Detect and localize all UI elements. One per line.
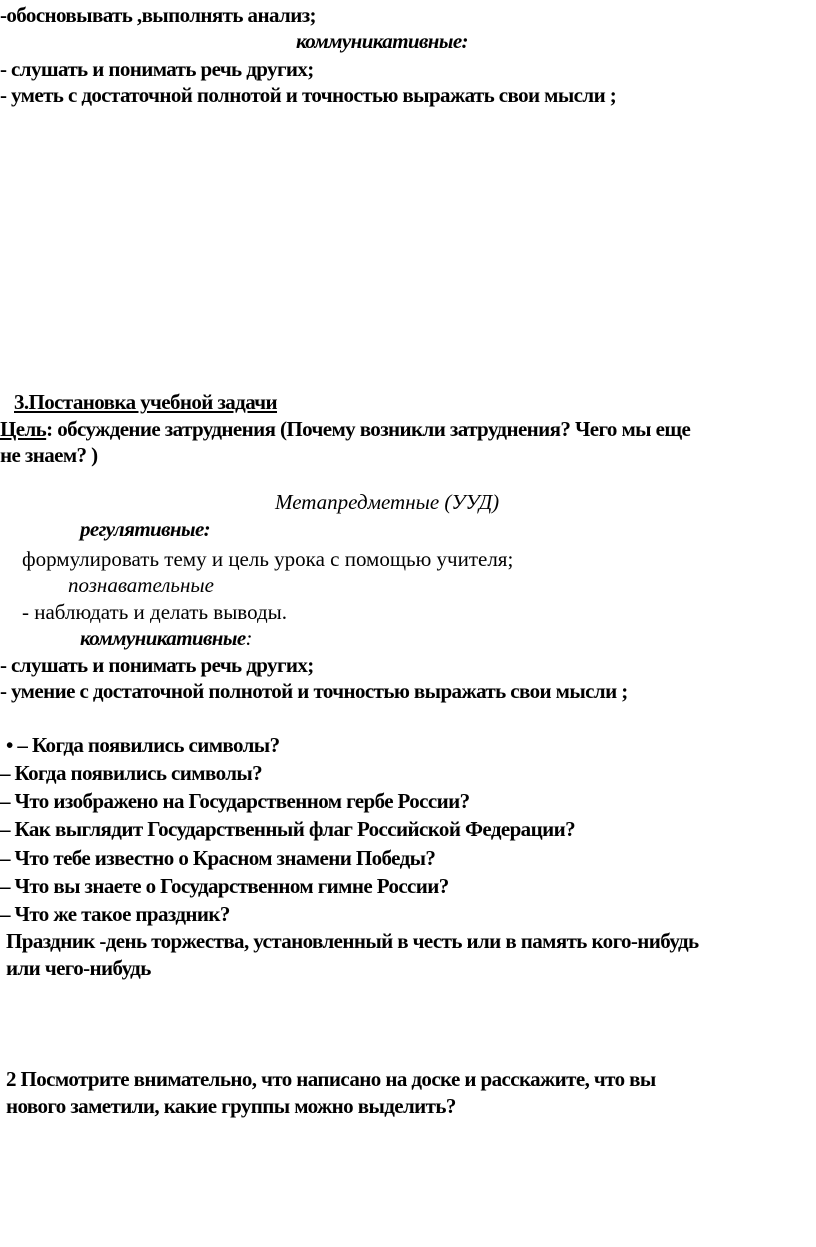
regulative-item: формулировать тему и цель урока с помощью учителя; (22, 547, 514, 571)
communicative-header-text: коммуникативные (80, 626, 246, 650)
analysis-line: -обосновывать ,выполнять анализ; (0, 3, 316, 27)
question-bullet-line (6, 732, 280, 758)
goal-line (0, 416, 690, 442)
task2-line1: 2 Посмотрите внимательно, что написано на доске и расскажите, что вы (6, 1067, 656, 1091)
question-item: – Как выглядит Государственный флаг Российской Федерации? (0, 817, 575, 841)
goal-line-cont: не знаем? ) (0, 443, 98, 467)
express-line-top: - уметь с достаточной полнотой и точностью выражать свои мысли ; (0, 83, 617, 107)
listen-line-top: - слушать и понимать речь других; (0, 57, 314, 81)
cognitive-header: познавательные (68, 573, 214, 597)
express-line: - умение с достаточной полнотой и точностью выражать свои мысли ; (0, 679, 628, 703)
question-item: – Что тебе известно о Красном знамени Победы? (0, 846, 436, 870)
bullet-icon: • (6, 733, 13, 757)
task2-line2: нового заметили, какие группы можно выделить? (6, 1094, 456, 1118)
question-item: – Что же такое праздник? (0, 902, 230, 926)
question-item: – Когда появились символы? (0, 761, 263, 785)
definition-line-cont: или чего-нибудь (6, 956, 151, 980)
question-item: – Что вы знаете о Государственном гимне России? (0, 874, 449, 898)
cognitive-item: - наблюдать и делать выводы. (22, 600, 288, 624)
regulative-header: регулятивные: (80, 517, 211, 541)
communicative-header-top: коммуникативные: (296, 29, 468, 53)
definition-line: Праздник -день торжества, установленный в честь или в память кого-нибудь (6, 929, 699, 953)
communicative-header (80, 625, 253, 651)
communicative-colon: : (245, 626, 253, 650)
question-item: – Что изображено на Государственном гербе России? (0, 789, 470, 813)
listen-line: - слушать и понимать речь других; (0, 653, 314, 677)
section-title: 3.Постановка учебной задачи (14, 390, 278, 414)
goal-label: Цель (0, 417, 47, 441)
meta-header: Метапредметные (УУД) (275, 490, 500, 514)
question-item: – Когда появились символы? (12, 733, 280, 757)
goal-text: : обсуждение затруднения (Почему возникли затруднения? Чего мы еще (46, 417, 691, 441)
